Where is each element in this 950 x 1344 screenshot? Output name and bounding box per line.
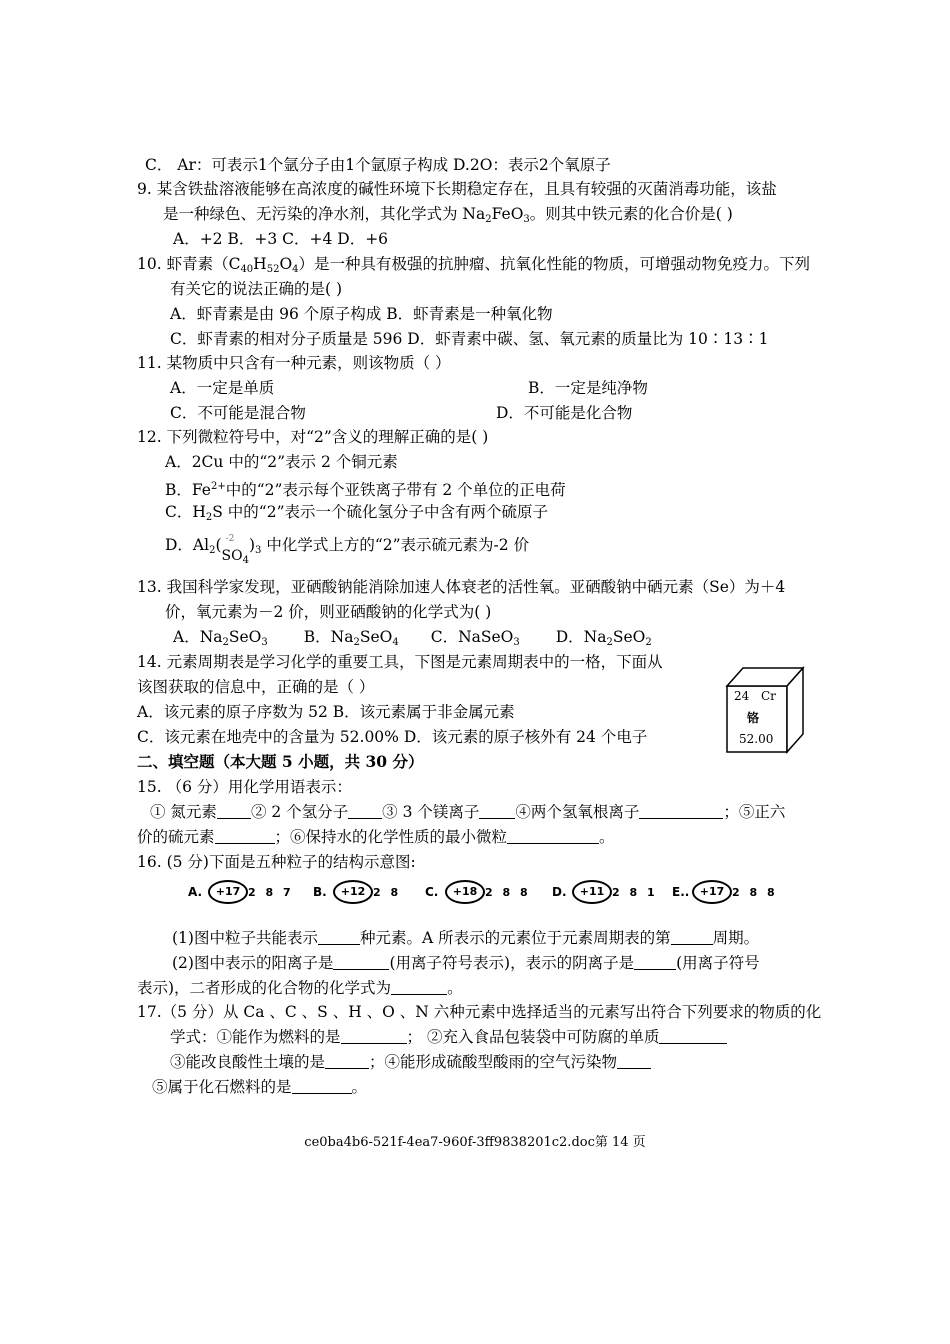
element-symbol: Cr [761, 689, 776, 703]
q12-stem: 12. 下列微粒符号中，对“2”含义的理解正确的是( ) [137, 428, 489, 446]
q10-stem-line2: 有关它的说法正确的是( ) [170, 280, 343, 298]
q10-options-ab: A．虾青素是由 96 个原子构成 B．虾青素是一种氧化物 [170, 305, 553, 323]
q12-option-d: D．$Al_2$( -2 $SO_4)_3$ 中化学式上方的“2”表示硫元素为-2 价 [165, 534, 530, 566]
q10-options-cd: C．虾青素的相对分子质量是 596 D．虾青素中碳、氢、氧元素的质量比为 10∶13∶1 [170, 330, 769, 348]
q16-part2: (2)图中表示的阳离子是 (用离子符号表示)，表示的阴离子是 (用离子符号 [172, 954, 760, 972]
q17-stem: 17.（5 分）从 Ca 、C 、S 、H 、O 、N 六种元素中选择适当的元素写出符合下列要求的物质的化 [137, 1003, 822, 1021]
q15-line2: 价的硫元素 ；⑥保持水的化学性质的最小微粒 。 [137, 828, 615, 846]
q8-option-c: C． Ar：可表示1个氩分子由1个氩原子构成 D.2O：表示2个氧原子 [145, 156, 611, 174]
element-name: 铬 [747, 711, 760, 725]
q9-stem-line1: 9. 某含铁盐溶液能够在高浓度的碱性环境下长期稳定存在，且具有较强的灭菌消毒功能，该盐 [137, 180, 777, 198]
q16-stem: 16. (5 分)下面是五种粒子的结构示意图: [137, 853, 416, 871]
structure-e: E.. +17 2 8 8 [672, 880, 778, 904]
q17-line3: ⑤属于化石燃料的是 。 [152, 1078, 368, 1096]
element-number: 24 [734, 689, 750, 703]
q14-stem-line1: 14. 元素周期表是学习化学的重要工具，下图是元素周期表中的一格，下面从 [137, 653, 663, 671]
q11-option-b: B．一定是纯净物 [528, 379, 648, 397]
q11-option-d: D．不可能是化合物 [496, 404, 633, 422]
structure-b: B. +12 2 8 [313, 880, 401, 904]
q16-part2-cont: 表示)，二者形成的化合物的化学式为 。 [137, 979, 463, 997]
q16-part1: (1)图中粒子共能表示 种元素。A 所表示的元素位于元素周期表的第 周期。 [172, 929, 760, 947]
q14-stem-line2: 该图获取的信息中，正确的是（ ） [137, 678, 375, 696]
q12-option-c: C．$H_2S$ 中的“2”表示一个硫化氢分子中含有两个硫原子 [165, 503, 549, 523]
q10-stem-line1: 10. 虾青素$(C_{40}H_{52}O_4)$是一种具有极强的抗肿瘤、抗氧化性能的物质，可增强动物免疫力。下列 [137, 255, 811, 275]
structure-a: A. +17 2 8 7 [188, 880, 294, 904]
q12-option-b: B．$Fe^{2+}$中的“2”表示每个亚铁离子带有 2 个单位的正电荷 [165, 481, 566, 499]
structure-d: D. +11 2 8 1 [552, 880, 658, 904]
page-footer: ce0ba4b6-521f-4ea7-960f-3ff9838201c2.doc第 14 页 [304, 1135, 646, 1150]
q9-stem-line2: 是一种绿色、无污染的净水剂，其化学式为 $Na_2FeO_3$。则其中铁元素的化合价是( ) [163, 205, 733, 225]
q14-options-cd: C．该元素在地壳中的含量为 52.00% D．该元素的原子核外有 24 个电子 [137, 728, 648, 746]
q11-stem: 11. 某物质中只含有一种元素，则该物质（ ） [137, 354, 451, 372]
q9-options: A．+2 B．+3 C．+4 D．+6 [173, 230, 389, 248]
q12-option-a: A．2Cu 中的“2”表示 2 个铜元素 [165, 453, 398, 471]
periodic-table-cell [725, 664, 805, 754]
q11-option-a: A．一定是单质 [170, 379, 275, 397]
structure-c: C. +18 2 8 8 [425, 880, 531, 904]
element-mass: 52.00 [739, 732, 774, 746]
q15-stem: 15. （6 分）用化学用语表示： [137, 778, 352, 796]
q13-stem-line2: 价，氧元素为－2 价，则亚硒酸钠的化学式为( ) [165, 603, 492, 621]
q17-line2: ③能改良酸性土壤的是 ；④能形成硫酸型酸雨的空气污染物 [170, 1051, 651, 1073]
q13-stem-line1: 13. 我国科学家发现，亚硒酸钠能消除加速人体衰老的活性氧。亚硒酸钠中硒元素（Se）为＋4 [137, 578, 786, 596]
q13-options: A．$Na_2SeO_3$ B．$Na_2SeO_4$ C．NaSeO$_3$ D．$Na_2SeO_2$ [173, 628, 652, 648]
q14-options-ab: A．该元素的原子序数为 52 B．该元素属于非金属元素 [137, 703, 515, 721]
q17-line1: 学式：①能作为燃料的是 ； ②充入食品包装袋中可防腐的单质 [170, 1026, 727, 1048]
q15-line1: ① 氮元素 ② 2 个氢分子 ③ 3 个镁离子 ④两个氢氧根离子 ；⑤正六 [150, 803, 786, 821]
section-2-title: 二、填空题（本大题 5 小题，共 30 分） [137, 752, 424, 771]
q11-option-c: C．不可能是混合物 [170, 404, 306, 422]
